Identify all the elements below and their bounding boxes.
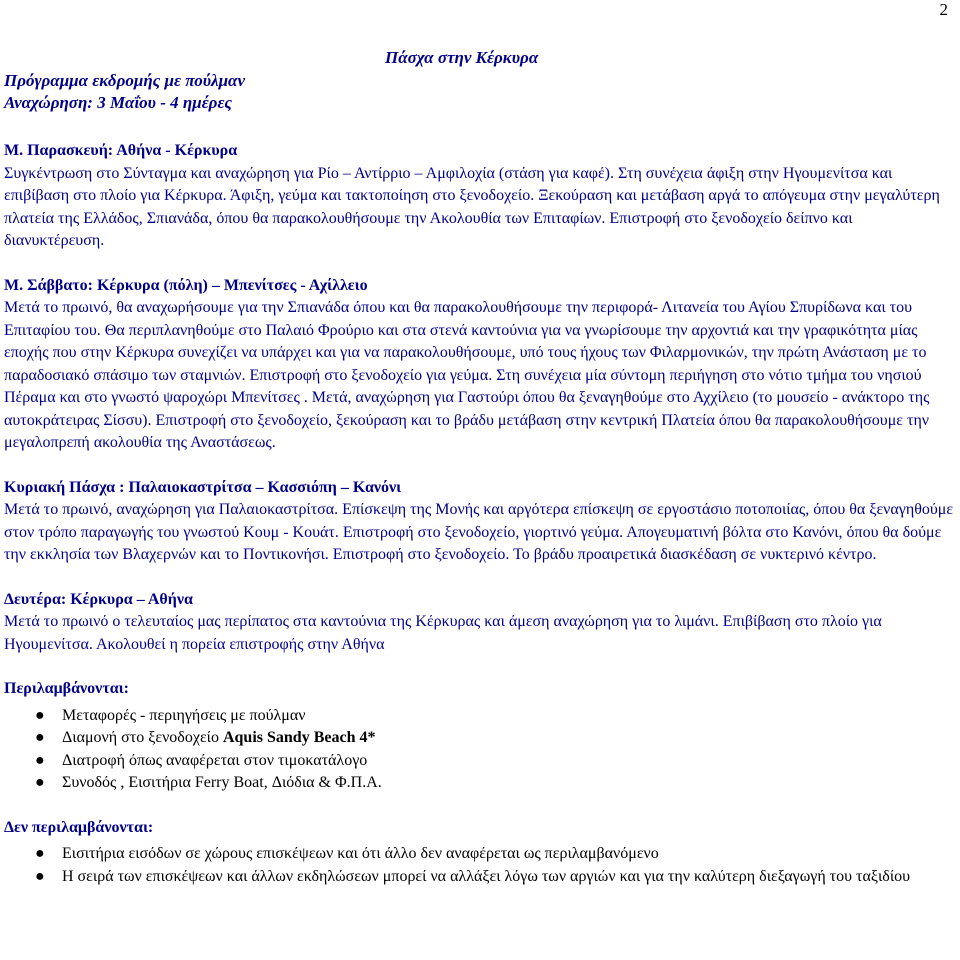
day-monday (4, 589, 954, 657)
list-item: ● Η σειρά των επισκέψεων και άλλων εκδηλώσεων μπορεί να αλλάξει λόγω των αργιών και για την καλύτερη διεξαγωγή του ταξιδίου (62, 866, 954, 889)
list-item: ● Συνοδός , Εισιτήρια Ferry Boat, Διόδια & Φ.Π.Α. (62, 772, 954, 795)
bullet-icon: ● (35, 706, 45, 724)
list-item: ● Μεταφορές - περιηγήσεις με πούλμαν (62, 705, 954, 728)
list-item: ● Εισιτήρια εισόδων σε χώρους επισκέψεων και ότι άλλο δεν αναφέρεται ως περιλαμβανόμενο (62, 843, 954, 866)
itinerary (4, 140, 954, 888)
day-title: Δευτέρα: Κέρκυρα – Αθήνα (4, 590, 193, 608)
not-included-title: Δεν περιλαμβάνονται: (4, 818, 154, 836)
day-title: Μ. Σάββατο: Κέρκυρα (πόλη) – Μπενίτσες - Αχίλλειο (4, 276, 368, 294)
day-body: Συγκέντρωση στο Σύνταγμα και αναχώρηση για Ρίο – Αντίρριο – Αμφιλοχία (στάση για καφέ). Στη συνέχεια άφιξη στην Ηγουμενίτσα και επιβίβαση στο πλοίο για Κέρκυρα. Άφιξη, γεύμα και τακτοποίηση στο ξενοδοχείο. Ξεκούραση και μετάβαση αργά το απόγευμα στην μεγαλύτερη πλατεία της Ελλάδος, Σπιανάδα, όπου θα παρακολουθήσουμε την Ακολουθία των Επιταφίων. Επιστροφή στο ξενοδοχείο δείπνο και διανυκτέρευση. (4, 164, 940, 249)
day-saturday (4, 275, 954, 455)
day-body: Μετά το πρωινό, θα αναχωρήσουμε για την Σπιανάδα όπου και θα παρακολουθήσουμε την περιφορά- Λιτανεία του Αγίου Σπυρίδωνα και του Επιταφίου του. Θα περιπλανηθούμε στο Παλαιό Φρούριο και στα στενά καντούνια για να γνωρίσουμε την αρχοντιά και την γραφικότητα μίας εποχής που στην Κέρκυρα συνεχίζει να υπάρχει και για να παρακολουθήσουμε, υπό τους ήχους των Φιλαρμονικών, την πρώτη Ανάσταση με το παραδοσιακό σπάσιμο των σταμνιών. Επιστροφή στο ξενοδοχείο για γεύμα. Στη συνέχεια μία σύντομη περιήγηση στο νότιο τμήμα του νησιού Πέραμα και στο γνωστό ψαροχώρι Μπενίτσες . Μετά, αναχώρηση για Γαστούρι όπου θα ξεναγηθούμε στο Αχχίλειο (το μουσείο - ανάκτορο της αυτοκράτειρας Σίσσυ). Επιστροφή στο ξενοδοχείο, ξεκούραση και το βράδυ μετάβαση στην κεντρική Πλατεία όπου θα παρακολουθήσουμε την μεγαλοπρεπή ακολουθία της Αναστάσεως. (4, 299, 930, 451)
list-item: ● Διαμονή στο ξενοδοχείο Aquis Sandy Beach 4* (62, 727, 954, 750)
trip-program-line: Πρόγραμμα εκδρομής με πούλμαν (4, 71, 246, 90)
not-included-list (4, 843, 954, 888)
bullet-icon: ● (35, 729, 45, 746)
bullet-icon: ● (35, 774, 45, 791)
hotel-name: Aquis Sandy Beach 4* (222, 729, 376, 746)
bullet-icon: ● (35, 845, 45, 862)
day-friday (4, 140, 954, 253)
bullet-icon: ● (35, 751, 45, 769)
day-sunday (4, 477, 954, 567)
page-title: Πάσχα στην Κέρκυρα (385, 48, 539, 67)
day-title: Μ. Παρασκευή: Αθήνα - Κέρκυρα (4, 142, 238, 159)
day-body: Μετά το πρωινό, αναχώρηση για Παλαιοκαστρίτσα. Επίσκεψη της Μονής και αργότερα επίσκεψη σε εργοστάσιο ποτοποιίας, όπου θα ξεναγηθούμε στον τρόπο παραγωγής του γνωστού Κουμ - Κουάτ. Επιστροφή στο ξενοδοχείο, γιορτινό γεύμα. Απογευματινή βόλτα στο Κανόνι, όπου θα δούμε την εκκλησία των Βλαχερνών και το Ποντικονήσι. Επιστροφή στο ξενοδοχείο. Το βράδυ προαιρετικά διασκέδαση σε νυκτερινό κέντρο. (4, 501, 954, 563)
day-title: Κυριακή Πάσχα : Παλαιοκαστρίτσα – Κασσιόπη – Κανόνι (4, 478, 402, 496)
bullet-icon: ● (35, 867, 45, 885)
day-body: Μετά το πρωινό ο τελευταίος μας περίπατος στα καντούνια της Κέρκυρας και άμεση αναχώρηση για το λιμάνι. Επιβίβαση στο πλοίο για Ηγουμενίτσα. Ακολουθεί η πορεία επιστροφής στην Αθήνα (4, 613, 882, 653)
included-title: Περιλαμβάνονται: (4, 680, 129, 697)
trip-departure-line: Αναχώρηση: 3 Μαΐου - 4 ημέρες (4, 93, 232, 112)
trip-subtitle (4, 70, 245, 114)
page-number: 2 (939, 0, 948, 19)
list-item: ● Διατροφή όπως αναφέρεται στον τιμοκατάλογο (62, 750, 954, 773)
included-list (4, 705, 954, 795)
